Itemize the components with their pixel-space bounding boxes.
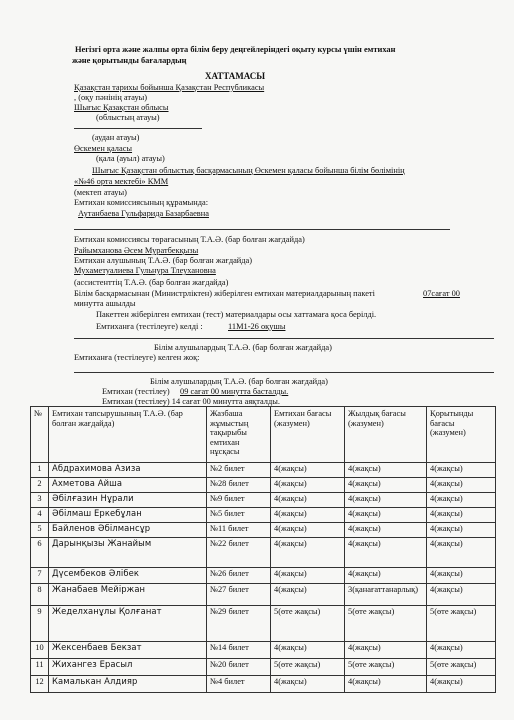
- row-number: 5: [31, 523, 49, 538]
- packet-text: Білім басқармасынан (Министрліктен) жіберілген емтихан материалдарының пакеті: [74, 289, 375, 298]
- student-name: Камалькан Алдияр: [49, 676, 207, 693]
- ticket: №14 билет: [207, 642, 271, 659]
- student-name: Жанабаев Мейіржан: [49, 584, 207, 606]
- row-number: 11: [31, 659, 49, 676]
- student-name: Дүсембеков Әлібек: [49, 568, 207, 584]
- chair-caption: Емтихан комиссиясы төрағасының Т.А.Ә. (бар болған жағдайда): [74, 235, 305, 244]
- student-name: Абдрахимова Азиза: [49, 463, 207, 478]
- final-grade: 4(жақсы): [427, 584, 496, 606]
- final-grade: 4(жақсы): [427, 523, 496, 538]
- row-number: 12: [31, 676, 49, 693]
- exam-grade: 5(өте жақсы): [271, 606, 345, 642]
- table-row: [31, 478, 496, 493]
- annual-grade: 5(өте жақсы): [345, 659, 427, 676]
- student-name: Жексенбаев Бекзат: [49, 642, 207, 659]
- annual-grade: 4(жақсы): [345, 642, 427, 659]
- row-number: 10: [31, 642, 49, 659]
- final-grade: 4(жақсы): [427, 568, 496, 584]
- row-number: 8: [31, 584, 49, 606]
- col-header-ticket: Жазбаша жұмыстың тақырыбы емтихан нұсқасы: [207, 407, 271, 463]
- student-name: Әбілмаш Еркебұлан: [49, 508, 207, 523]
- table-header-row: [31, 407, 496, 463]
- table-row: [31, 523, 496, 538]
- student-name: Жихангез Ерасыл: [49, 659, 207, 676]
- end-label: Емтихан (тестілеу) 14 сағат 00 минутта аяқталды.: [102, 397, 280, 406]
- table-row: [31, 568, 496, 584]
- grades-table: [30, 406, 496, 693]
- chair-name: Аутанбаева Гульфарида Базарбаевна: [78, 209, 209, 218]
- students-caption-2: Білім алушылардың Т.А.Ә. (бар болған жағдайда): [150, 377, 328, 386]
- row-number: 2: [31, 478, 49, 493]
- title-line-1: Негізгі орта және жалпы орта білім беру деңгейлеріндегі оқыту курсы үшін емтихан: [75, 45, 396, 54]
- table-row: [31, 463, 496, 478]
- annual-grade: 4(жақсы): [345, 463, 427, 478]
- final-grade: 4(жақсы): [427, 538, 496, 568]
- packet-text-2: минутта ашылды: [74, 299, 136, 308]
- ticket: №26 билет: [207, 568, 271, 584]
- annual-grade: 4(жақсы): [345, 478, 427, 493]
- col-header-no: №: [31, 407, 49, 463]
- assistant-caption: (ассистенттің Т.А.Ә. (бар болған жағдайда): [74, 278, 229, 287]
- region-caption: (облыстың атауы): [96, 113, 160, 122]
- final-grade: 4(жақсы): [427, 463, 496, 478]
- row-number: 9: [31, 606, 49, 642]
- ticket: №27 билет: [207, 584, 271, 606]
- annual-grade: 3(қанағаттанарлық): [345, 584, 427, 606]
- exam-grade: 4(жақсы): [271, 478, 345, 493]
- student-name: Дарынқызы Жанайым: [49, 538, 207, 568]
- city-value: Өскемен қаласы: [74, 144, 133, 153]
- table-row: [31, 642, 496, 659]
- final-grade: 5(өте жақсы): [427, 659, 496, 676]
- school-line-1: Шығыс Қазақстан облыстық басқармасының Өскемен қаласы бойынша білім бөлімінің: [92, 166, 405, 175]
- table-row: [31, 676, 496, 693]
- student-name: Ахметова Айша: [49, 478, 207, 493]
- col-header-final: Қорытынды бағасы (жазумен): [427, 407, 496, 463]
- annual-grade: 4(жақсы): [345, 493, 427, 508]
- assistant-name: Мухаметуалиева Гульнура Тлеухановна: [74, 266, 216, 275]
- school-line-2: «№46 орта мектебі» КММ: [74, 177, 169, 186]
- final-grade: 4(жақсы): [427, 642, 496, 659]
- student-name: Жеделханұлы Қолғанат: [49, 606, 207, 642]
- start-label: Емтихан (тестілеу): [102, 387, 170, 396]
- ticket: №20 билет: [207, 659, 271, 676]
- annual-grade: 4(жақсы): [345, 568, 427, 584]
- table-row: [31, 538, 496, 568]
- ticket: №11 билет: [207, 523, 271, 538]
- students-caption-1: Білім алушылардың Т.А.Ә. (бар болған жағдайда): [154, 343, 332, 352]
- student-name: Байленов Әбілмансұр: [49, 523, 207, 538]
- final-grade: 4(жақсы): [427, 508, 496, 523]
- row-number: 7: [31, 568, 49, 584]
- students-line-1: [74, 338, 494, 339]
- exam-grade: 4(жақсы): [271, 523, 345, 538]
- ticket: №9 билет: [207, 493, 271, 508]
- row-number: 3: [31, 493, 49, 508]
- ticket: №4 билет: [207, 676, 271, 693]
- examiner-name: Райымханова Әсем Муратбекқызы: [74, 246, 199, 255]
- school-caption: (мектеп атауы): [74, 188, 127, 197]
- exam-grade: 4(жақсы): [271, 508, 345, 523]
- subject-value: Қазақстан тарихы бойынша Қазақстан Республикасы: [74, 83, 265, 92]
- ticket: №29 билет: [207, 606, 271, 642]
- exam-grade: 4(жақсы): [271, 676, 345, 693]
- arrived-value: 11М1-26 оқушы: [228, 322, 286, 331]
- annual-grade: 4(жақсы): [345, 538, 427, 568]
- exam-grade: 4(жақсы): [271, 493, 345, 508]
- annual-grade: 4(жақсы): [345, 676, 427, 693]
- district-caption: (аудан атауы): [92, 133, 140, 142]
- table-row: [31, 659, 496, 676]
- region-value: Шығыс Қазақстан облысы: [74, 103, 169, 112]
- table-row: [31, 493, 496, 508]
- exam-grade: 4(жақсы): [271, 568, 345, 584]
- materials-text: Пакеттен жіберілген емтихан (тест) материалдары осы хаттамаға қоса берілді.: [96, 310, 377, 319]
- district-line: [74, 128, 202, 129]
- row-number: 4: [31, 508, 49, 523]
- table-row: [31, 606, 496, 642]
- start-value: 09 сағат 00 минутта басталды.: [180, 387, 289, 396]
- annual-grade: 5(өте жақсы): [345, 606, 427, 642]
- col-header-name: Емтихан тапсырушының Т.А.Ә. (бар болған жағдайда): [49, 407, 207, 463]
- col-header-exam: Емтихан бағасы (жазумен): [271, 407, 345, 463]
- subject-caption: , (оқу пәнінің атауы): [74, 93, 148, 102]
- commission-label: Емтихан комиссиясының құрамында:: [74, 198, 209, 207]
- city-caption: (қала (ауыл) атауы): [96, 154, 165, 163]
- ticket: №2 билет: [207, 463, 271, 478]
- annual-grade: 4(жақсы): [345, 523, 427, 538]
- arrived-label: Емтиханға (тестілеуге) келді :: [96, 322, 203, 331]
- student-name: Әбілғазин Нұрали: [49, 493, 207, 508]
- exam-grade: 4(жақсы): [271, 538, 345, 568]
- table-row: [31, 508, 496, 523]
- ticket: №22 билет: [207, 538, 271, 568]
- packet-time: 07сағат 00: [423, 289, 460, 298]
- examiner-caption: Емтихан алушының Т.А.Ә. (бар болған жағдайда): [74, 256, 253, 265]
- final-grade: 4(жақсы): [427, 676, 496, 693]
- annual-grade: 4(жақсы): [345, 508, 427, 523]
- final-grade: 5(өте жақсы): [427, 606, 496, 642]
- students-line-2: [74, 372, 494, 373]
- chair-line: [74, 229, 450, 230]
- title-line-2: және қорытынды бағалардың: [72, 56, 187, 65]
- exam-grade: 4(жақсы): [271, 463, 345, 478]
- exam-grade: 4(жақсы): [271, 584, 345, 606]
- exam-grade: 5(өте жақсы): [271, 659, 345, 676]
- table-row: [31, 584, 496, 606]
- row-number: 6: [31, 538, 49, 568]
- ticket: №5 билет: [207, 508, 271, 523]
- col-header-annual: Жылдық бағасы (жазумен): [345, 407, 427, 463]
- final-grade: 4(жақсы): [427, 493, 496, 508]
- absent-label: Емтиханға (тестілеуге) келген жоқ:: [74, 353, 200, 362]
- row-number: 1: [31, 463, 49, 478]
- ticket: №28 билет: [207, 478, 271, 493]
- exam-grade: 4(жақсы): [271, 642, 345, 659]
- document-title: ХАТТАМАСЫ: [205, 71, 266, 81]
- final-grade: 4(жақсы): [427, 478, 496, 493]
